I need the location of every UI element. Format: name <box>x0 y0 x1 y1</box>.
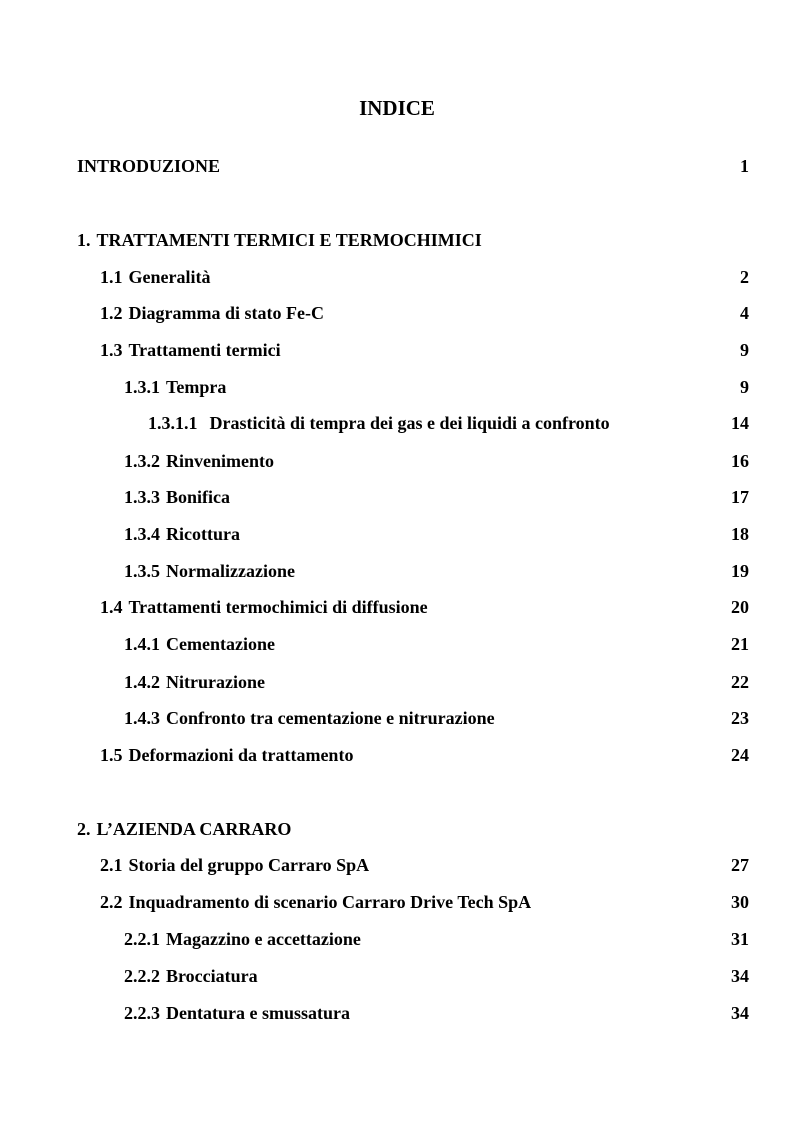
toc-entry-number: 2.2.3 <box>124 1003 160 1023</box>
toc-entry-1-5[interactable] <box>100 744 353 766</box>
toc-entry-1-3-1[interactable] <box>124 376 226 398</box>
toc-page-number: 18 <box>731 524 749 544</box>
toc-page-number: 2 <box>740 267 749 287</box>
page-title: INDICE <box>359 96 435 120</box>
toc-entry-1-4-3[interactable] <box>124 707 495 729</box>
toc-entry-number: 1.5 <box>100 745 123 765</box>
toc-entry-2-1[interactable] <box>100 854 369 876</box>
toc-entry-text: Drasticità di tempra dei gas e dei liquidi a confronto <box>209 413 610 433</box>
toc-page-number: 9 <box>740 340 749 360</box>
toc-chapter-1[interactable] <box>77 229 482 251</box>
toc-entry-2-2-1[interactable] <box>124 928 361 950</box>
toc-page-number: 9 <box>740 377 749 397</box>
toc-entry-1-4-2[interactable] <box>124 671 265 693</box>
toc-entry-1-4[interactable] <box>100 596 428 618</box>
toc-entry-number: 1.1 <box>100 267 123 287</box>
toc-page-number: 17 <box>731 487 749 507</box>
toc-entry-text: Deformazioni da trattamento <box>128 745 354 765</box>
toc-entry-text: Nitrurazione <box>166 672 265 692</box>
toc-entry-text: Brocciatura <box>166 966 258 986</box>
toc-entry-1-4-1[interactable] <box>124 633 275 655</box>
toc-entry-text: Confronto tra cementazione e nitrurazione <box>166 708 495 728</box>
toc-entry-text: Magazzino e accettazione <box>166 929 361 949</box>
toc-entry-text: Bonifica <box>166 487 231 507</box>
toc-page-number: 27 <box>731 855 749 875</box>
toc-entry-2-2-2[interactable] <box>124 965 258 987</box>
toc-entry-1-3[interactable] <box>100 339 281 361</box>
toc-entry-number: 2.2 <box>100 892 123 912</box>
toc-entry-1-1[interactable] <box>100 266 210 288</box>
toc-entry-number: 1.3.4 <box>124 524 160 544</box>
toc-entry-1-3-1-1[interactable] <box>148 412 610 434</box>
toc-page-number: 22 <box>731 672 749 692</box>
toc-page-number: 21 <box>731 634 749 654</box>
toc-page-number: 24 <box>731 745 749 765</box>
toc-page-number: 16 <box>731 451 749 471</box>
toc-entry-text: INTRODUZIONE <box>77 156 221 176</box>
toc-entry-number: 1.3.5 <box>124 561 160 581</box>
toc-page-number: 31 <box>731 929 749 949</box>
toc-entry-number: 1.3.3 <box>124 487 160 507</box>
toc-entry-text: TRATTAMENTI TERMICI E TERMOCHIMICI <box>96 230 482 250</box>
toc-entry-text: Normalizzazione <box>166 561 295 581</box>
toc-entry-text: Dentatura e smussatura <box>166 1003 350 1023</box>
toc-entry-number: 2. <box>77 819 91 839</box>
toc-entry-number: 1.4.3 <box>124 708 160 728</box>
toc-page-number: 23 <box>731 708 749 728</box>
toc-entry-number: 1.3.1.1 <box>148 413 198 433</box>
toc-entry-text: Trattamenti termochimici di diffusione <box>128 597 428 617</box>
toc-entry-text: Storia del gruppo Carraro SpA <box>128 855 370 875</box>
toc-entry-text: Inquadramento di scenario Carraro Drive Tech SpA <box>128 892 532 912</box>
toc-entry-text: Generalità <box>128 267 211 287</box>
toc-entry-1-3-5[interactable] <box>124 560 295 582</box>
toc-entry-number: 1.2 <box>100 303 123 323</box>
toc-chapter-2[interactable] <box>77 818 291 840</box>
toc-entry-number: 1.4.2 <box>124 672 160 692</box>
toc-page-number: 34 <box>731 1003 749 1023</box>
toc-entry-text: Diagramma di stato Fe-C <box>128 303 324 323</box>
toc-entry-text: L’AZIENDA CARRARO <box>96 819 292 839</box>
toc-entry-number: 2.2.2 <box>124 966 160 986</box>
toc-page-number: 1 <box>740 156 749 176</box>
toc-entry-number: 1. <box>77 230 91 250</box>
toc-entry-1-2[interactable] <box>100 302 324 324</box>
toc-entry-1-3-3[interactable] <box>124 486 230 508</box>
toc-page-number: 30 <box>731 892 749 912</box>
toc-page-number: 14 <box>731 413 749 433</box>
toc-entry-text: Cementazione <box>166 634 275 654</box>
toc-entry-introduzione[interactable] <box>77 155 220 177</box>
toc-entry-number: 1.3 <box>100 340 123 360</box>
toc-entry-number: 2.2.1 <box>124 929 160 949</box>
toc-entry-number: 2.1 <box>100 855 123 875</box>
toc-entry-text: Trattamenti termici <box>128 340 281 360</box>
toc-entry-2-2[interactable] <box>100 891 531 913</box>
toc-entry-number: 1.4.1 <box>124 634 160 654</box>
toc-page-number: 20 <box>731 597 749 617</box>
toc-entry-text: Ricottura <box>166 524 240 544</box>
toc-entry-text: Rinvenimento <box>166 451 274 471</box>
toc-entry-2-2-3[interactable] <box>124 1002 350 1024</box>
toc-page-number: 19 <box>731 561 749 581</box>
toc-entry-1-3-2[interactable] <box>124 450 274 472</box>
toc-entry-text: Tempra <box>166 377 227 397</box>
toc-entry-number: 1.3.2 <box>124 451 160 471</box>
toc-entry-number: 1.4 <box>100 597 123 617</box>
toc-entry-number: 1.3.1 <box>124 377 160 397</box>
toc-page-number: 34 <box>731 966 749 986</box>
toc-entry-1-3-4[interactable] <box>124 523 240 545</box>
toc-page-number: 4 <box>740 303 749 323</box>
